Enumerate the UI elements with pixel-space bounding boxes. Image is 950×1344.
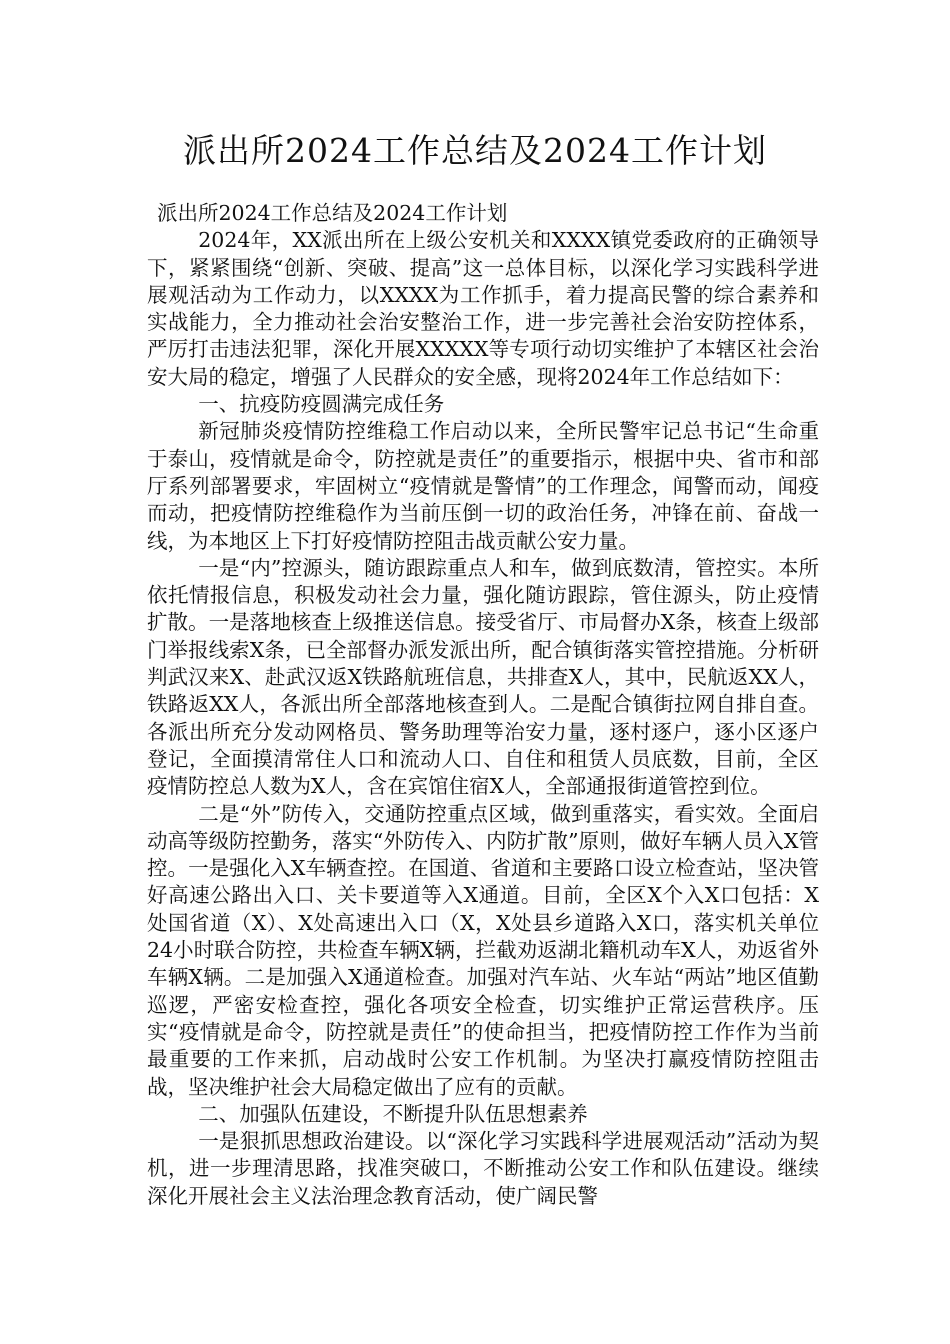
document-subtitle: 派出所2024工作总结及2024工作计划 (157, 201, 508, 225)
section-heading-2: 二、加强队伍建设，不断提升队伍思想素养 (198, 1101, 588, 1126)
section-2-paragraph: 一是狠抓思想政治建设。以“深化学习实践科学进展观活动”活动为契机，进一步理清思路，找准突破口，不断推动公安工作和队伍建设。继续深化开展社会主义法治理念教育活动，使广阔民警 (147, 1129, 819, 1208)
section-1-inner-control-paragraph: 一是“内”控源头，随访跟踪重点人和车，做到底数清，管控实。本所依托情报信息，积极发动社会力量，强化随访跟踪，管住源头，防止疫情扩散。一是落地核查上级推送信息。接受省厅、市局督办X条，核查上级部门举报线索X条，已全部督办派发派出所，配合镇街落实管控措施。分析研判武汉来X、赴武汉返X铁路航班信息，共排查X人，其中，民航返XX人，铁路返XX人，各派出所全部落地核查到人。二是配合镇街拉网自排自查。各派出所充分发动网格员、警务助理等治安力量，逐村逐户，逐小区逐户登记，全面摸清常住人口和流动人口、自住和租赁人员底数，目前，全区疫情防控总人数为X人，含在宾馆住宿X人，全部通报街道管控到位。 (147, 555, 819, 799)
intro-paragraph: 2024年，XX派出所在上级公安机关和XXXX镇党委政府的正确领导下，紧紧围绕“创新、突破、提高”这一总体目标，以深化学习实践科学进展观活动为工作动力，以XXXX为工作抓手，着力提高民警的综合素养和实战能力，全力推动社会治安整治工作，进一步完善社会治安防控体系，严厉打击违法犯罪，深化开展XXXXX等专项行动切实维护了本辖区社会治安大局的稳定，增强了人民群众的安全感，现将2024年工作总结如下： (147, 228, 819, 389)
section-1-paragraph: 新冠肺炎疫情防控维稳工作启动以来，全所民警牢记总书记“生命重于泰山，疫情就是命令，防控就是责任”的重要指示，根据中央、省市和部厅系列部署要求，牢固树立“疫情就是警情”的工作理念，闻警而动，闻疫而动，把疫情防控维稳作为当前压倒一切的政治任务，冲锋在前、奋战一线，为本地区上下打好疫情防控阻击战贡献公安力量。 (147, 419, 819, 553)
document-title: 派出所2024工作总结及2024工作计划 (183, 131, 767, 170)
document-body (147, 200, 819, 1210)
section-heading-1: 一、抗疫防疫圆满完成任务 (198, 392, 445, 417)
section-1-outer-control-paragraph: 二是“外”防传入，交通防控重点区域，做到重落实，看实效。全面启动高等级防控勤务，落实“外防传入、内防扩散”原则，做好车辆人员入X管控。一是强化入X车辆查控。在国道、省道和主要路口设立检查站，坚决管好高速公路出入口、关卡要道等入X通道。目前，全区X个入X口包括：X处国省道（X）、X处高速出入口（X，X处县乡道路入X口，落实机关单位24小时联合防控，共检查车辆X辆，拦截劝返湖北籍机动车X人，劝返省外车辆X辆。二是加强入X通道检查。加强对汽车站、火车站“两站”地区值勤巡逻，严密安检查控，强化各项安全检查，切实维护正常运营秩序。压实“疫情就是命令，防控就是责任”的使命担当，把疫情防控工作作为当前最重要的工作来抓，启动战时公安工作机制。为坚决打赢疫情防控阻击战，坚决维护社会大局稳定做出了应有的贡献。 (147, 801, 819, 1099)
